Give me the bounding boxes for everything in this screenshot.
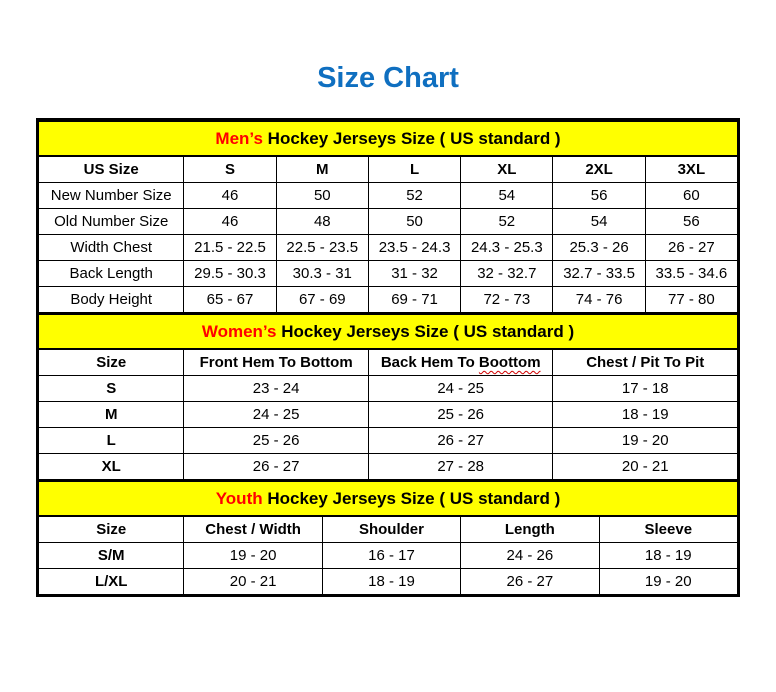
- womens-section-title-highlight: Women’s: [201, 321, 277, 341]
- cell-value: 65 - 67: [184, 287, 276, 313]
- table-row: [39, 183, 738, 209]
- cell-value: 24 - 25: [368, 376, 553, 402]
- mens-size-table: [38, 120, 738, 313]
- column-header: Front Hem To Bottom: [184, 349, 369, 376]
- mens-section-band: [39, 121, 738, 156]
- column-header-prefix: Back Hem To: [380, 354, 479, 371]
- column-header-misspelled: [368, 349, 553, 376]
- cell-value: 74 - 76: [553, 287, 645, 313]
- column-header: XL: [461, 156, 553, 183]
- cell-value: 56: [553, 183, 645, 209]
- cell-value: 48: [276, 209, 368, 235]
- cell-value: 26 - 27: [184, 454, 369, 480]
- cell-value: 31 - 32: [368, 261, 460, 287]
- youth-section-band: [39, 481, 738, 516]
- cell-value: 20 - 21: [553, 454, 738, 480]
- cell-value: 22.5 - 23.5: [276, 235, 368, 261]
- column-header: Chest / Width: [184, 516, 322, 543]
- mens-section-title-rest: Hockey Jerseys Size ( US standard ): [262, 128, 561, 148]
- table-row: [39, 235, 738, 261]
- cell-value: 32 - 32.7: [461, 261, 553, 287]
- youth-section-title: [39, 481, 738, 516]
- column-header: M: [276, 156, 368, 183]
- cell-value: 54: [553, 209, 645, 235]
- cell-value: 72 - 73: [461, 287, 553, 313]
- mens-header-row: [39, 156, 738, 183]
- cell-value: 23.5 - 24.3: [368, 235, 460, 261]
- youth-section-title-rest: Hockey Jerseys Size ( US standard ): [262, 488, 561, 508]
- misspelled-word: Boottom: [478, 354, 541, 371]
- youth-size-table: [38, 480, 738, 595]
- table-row: [39, 402, 738, 428]
- cell-value: 46: [184, 183, 276, 209]
- cell-value: 18 - 19: [322, 569, 460, 595]
- cell-value: 50: [276, 183, 368, 209]
- cell-value: 50: [368, 209, 460, 235]
- column-header: Shoulder: [322, 516, 460, 543]
- column-header: Chest / Pit To Pit: [553, 349, 738, 376]
- cell-value: 25 - 26: [368, 402, 553, 428]
- cell-value: 30.3 - 31: [276, 261, 368, 287]
- table-row: [39, 428, 738, 454]
- cell-value: 54: [461, 183, 553, 209]
- womens-section-title: [39, 314, 738, 349]
- row-label: S/M: [39, 543, 184, 569]
- column-header: S: [184, 156, 276, 183]
- mens-section-title-highlight: Men’s: [215, 128, 263, 148]
- cell-value: 24 - 26: [461, 543, 599, 569]
- cell-value: 46: [184, 209, 276, 235]
- cell-value: 25 - 26: [184, 428, 369, 454]
- cell-value: 25.3 - 26: [553, 235, 645, 261]
- cell-value: 17 - 18: [553, 376, 738, 402]
- cell-value: 23 - 24: [184, 376, 369, 402]
- cell-value: 60: [645, 183, 737, 209]
- table-row: [39, 261, 738, 287]
- cell-value: 56: [645, 209, 737, 235]
- row-label: S: [39, 376, 184, 402]
- cell-value: 19 - 20: [599, 569, 737, 595]
- cell-value: 26 - 27: [461, 569, 599, 595]
- table-row: [39, 543, 738, 569]
- cell-value: 67 - 69: [276, 287, 368, 313]
- page-title: Size Chart: [317, 62, 459, 94]
- row-label: Width Chest: [39, 235, 184, 261]
- table-row: [39, 569, 738, 595]
- size-chart-tables: [36, 118, 740, 597]
- column-header: 2XL: [553, 156, 645, 183]
- table-row: [39, 287, 738, 313]
- column-header: L: [368, 156, 460, 183]
- mens-section-title: [39, 121, 738, 156]
- cell-value: 52: [368, 183, 460, 209]
- column-header: Sleeve: [599, 516, 737, 543]
- womens-size-table: [38, 313, 738, 480]
- cell-value: 77 - 80: [645, 287, 737, 313]
- cell-value: 16 - 17: [322, 543, 460, 569]
- column-header: Size: [39, 349, 184, 376]
- cell-value: 18 - 19: [553, 402, 738, 428]
- youth-section-title-highlight: Youth: [215, 488, 263, 508]
- cell-value: 18 - 19: [599, 543, 737, 569]
- womens-section-band: [39, 314, 738, 349]
- row-label: New Number Size: [39, 183, 184, 209]
- cell-value: 32.7 - 33.5: [553, 261, 645, 287]
- cell-value: 19 - 20: [553, 428, 738, 454]
- cell-value: 20 - 21: [184, 569, 322, 595]
- cell-value: 52: [461, 209, 553, 235]
- cell-value: 27 - 28: [368, 454, 553, 480]
- cell-value: 29.5 - 30.3: [184, 261, 276, 287]
- cell-value: 21.5 - 22.5: [184, 235, 276, 261]
- row-label: L/XL: [39, 569, 184, 595]
- row-label: XL: [39, 454, 184, 480]
- table-row: [39, 454, 738, 480]
- cell-value: 26 - 27: [645, 235, 737, 261]
- row-label: Back Length: [39, 261, 184, 287]
- row-label: M: [39, 402, 184, 428]
- table-row: [39, 209, 738, 235]
- youth-header-row: [39, 516, 738, 543]
- column-header: Length: [461, 516, 599, 543]
- womens-header-row: [39, 349, 738, 376]
- cell-value: 24 - 25: [184, 402, 369, 428]
- column-header: US Size: [39, 156, 184, 183]
- table-row: [39, 376, 738, 402]
- row-label: L: [39, 428, 184, 454]
- womens-section-title-rest: Hockey Jerseys Size ( US standard ): [276, 321, 575, 341]
- column-header: 3XL: [645, 156, 737, 183]
- cell-value: 24.3 - 25.3: [461, 235, 553, 261]
- cell-value: 33.5 - 34.6: [645, 261, 737, 287]
- cell-value: 19 - 20: [184, 543, 322, 569]
- row-label: Old Number Size: [39, 209, 184, 235]
- row-label: Body Height: [39, 287, 184, 313]
- cell-value: 69 - 71: [368, 287, 460, 313]
- cell-value: 26 - 27: [368, 428, 553, 454]
- column-header: Size: [39, 516, 184, 543]
